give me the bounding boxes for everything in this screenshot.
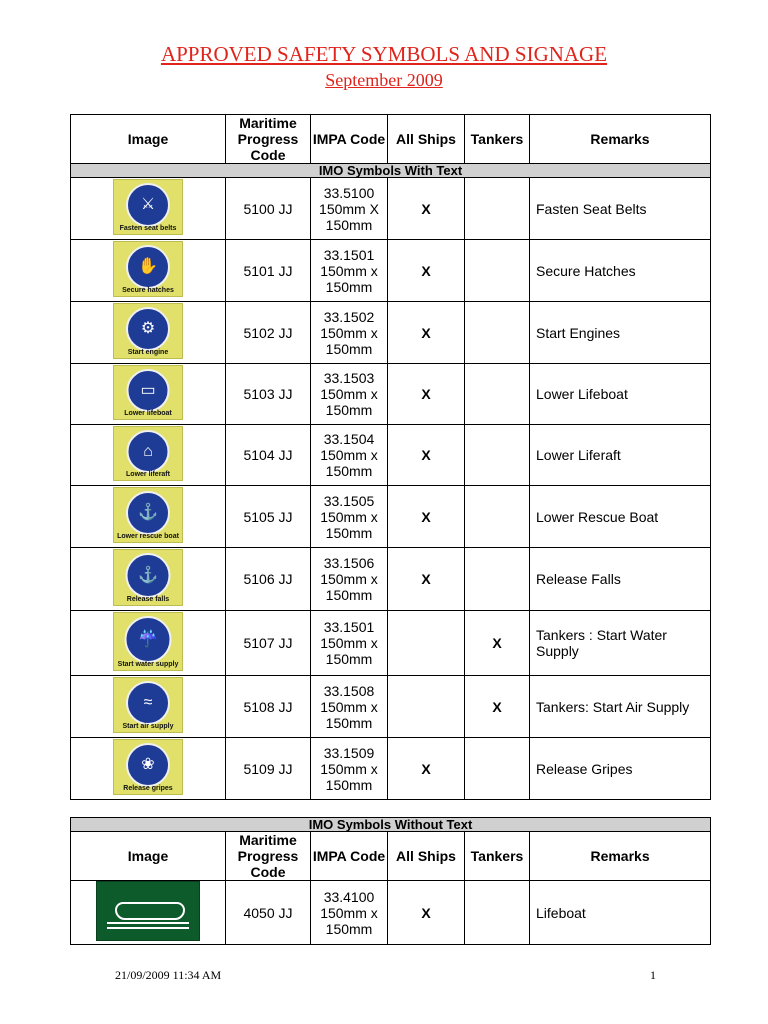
remarks-cell: Lower Liferaft <box>530 425 711 486</box>
engine-icon <box>126 307 170 351</box>
footer-date: 21/09/2009 11:34 AM <box>115 968 222 982</box>
lifeboat-icon <box>127 369 170 412</box>
sign-glyph: ⚔ <box>140 196 156 213</box>
header-maritime-code: Maritime Progress Code <box>226 832 311 881</box>
safety-sign <box>113 241 183 297</box>
impa-line: 150mm x <box>320 324 378 341</box>
sign-glyph: ▭ <box>140 381 156 399</box>
all-ships-cell: X <box>388 548 465 611</box>
impa-line: 150mm <box>325 524 373 541</box>
sign-caption: Release gripes <box>123 785 173 792</box>
header-image: Image <box>71 115 226 164</box>
remarks-cell: Secure Hatches <box>530 240 711 302</box>
impa-line: 33.4100 <box>323 888 375 905</box>
safety-sign <box>113 549 183 606</box>
impa-line: 150mm x <box>320 904 378 921</box>
table-row <box>71 881 711 945</box>
sign-glyph: ⚙ <box>140 320 156 337</box>
impa-line: 33.1508 <box>323 682 375 699</box>
table-row <box>71 738 711 800</box>
maritime-code-cell: 5100 JJ <box>226 178 311 240</box>
all-ships-cell <box>388 676 465 738</box>
release-falls-icon <box>126 553 171 598</box>
sign-image-cell <box>71 425 226 486</box>
impa-line: 33.5100 <box>323 184 375 201</box>
symbols-without-text-table <box>70 817 711 945</box>
rescue-boat-icon <box>126 491 170 535</box>
table-row <box>71 548 711 611</box>
maritime-code-cell: 5108 JJ <box>226 676 311 738</box>
page-number: 1 <box>650 968 656 982</box>
tankers-cell <box>465 178 530 240</box>
impa-line: 150mm <box>325 463 373 479</box>
maritime-code-cell: 4050 JJ <box>226 881 311 945</box>
remarks-cell: Lower Rescue Boat <box>530 486 711 548</box>
maritime-code-cell: 5109 JJ <box>226 738 311 800</box>
impa-line: 150mm <box>325 216 373 233</box>
table-header-row <box>71 115 711 164</box>
symbols-with-text-table <box>70 114 711 800</box>
all-ships-cell: X <box>388 240 465 302</box>
air-supply-icon <box>126 681 170 725</box>
sign-caption: Start engine <box>127 349 169 356</box>
tankers-cell <box>465 302 530 364</box>
release-gripes-icon <box>126 743 170 787</box>
table-row <box>71 486 711 548</box>
impa-line: 33.1501 <box>323 619 375 635</box>
maritime-code-cell: 5102 JJ <box>226 302 311 364</box>
tankers-cell <box>465 425 530 486</box>
sign-image-cell <box>71 738 226 800</box>
sign-caption: Release falls <box>126 596 170 603</box>
impa-line: 150mm <box>325 714 373 731</box>
remarks-cell: Tankers : Start Water Supply <box>530 611 711 676</box>
section-row <box>71 164 711 178</box>
impa-line: 150mm <box>325 340 373 357</box>
impa-line: 150mm <box>325 920 373 937</box>
boat-shape <box>115 902 185 920</box>
table-row <box>71 364 711 425</box>
safety-sign <box>113 739 183 795</box>
sign-caption: Lower lifeboat <box>124 410 172 417</box>
table-row <box>71 611 711 676</box>
impa-line: 150mm x <box>320 635 378 651</box>
impa-code-cell <box>311 676 388 738</box>
impa-line: 150mm <box>325 278 373 295</box>
sign-caption: Start air supply <box>122 723 174 730</box>
table-row <box>71 302 711 364</box>
sign-image-cell <box>71 676 226 738</box>
header-tankers: Tankers <box>465 115 530 164</box>
impa-line: 150mm <box>325 587 373 603</box>
header-remarks: Remarks <box>530 832 711 881</box>
header-tankers: Tankers <box>465 832 530 881</box>
sign-glyph: ❀ <box>141 756 155 773</box>
impa-code-cell <box>311 240 388 302</box>
sign-image-cell <box>71 611 226 676</box>
sign-image-cell <box>71 178 226 240</box>
tankers-cell <box>465 881 530 945</box>
tankers-cell: X <box>465 676 530 738</box>
seat-belt-icon <box>126 183 170 227</box>
sign-glyph: ☔ <box>138 630 158 648</box>
impa-code-cell <box>311 425 388 486</box>
safety-sign <box>113 487 183 543</box>
liferaft-icon <box>127 430 170 473</box>
maritime-code-cell: 5103 JJ <box>226 364 311 425</box>
impa-code-cell <box>311 486 388 548</box>
header-impa-code: IMPA Code <box>311 115 388 164</box>
tankers-cell <box>465 738 530 800</box>
wave-line <box>107 927 189 929</box>
safety-sign <box>113 365 183 420</box>
safety-sign <box>113 303 183 359</box>
sign-glyph: ⚓ <box>138 566 158 584</box>
remarks-cell: Lifeboat <box>530 881 711 945</box>
impa-line: 33.1505 <box>323 492 375 509</box>
all-ships-cell: X <box>388 486 465 548</box>
impa-line: 33.1509 <box>323 744 375 761</box>
sign-glyph: ✋ <box>138 258 158 275</box>
section-title: IMO Symbols With Text <box>71 164 711 178</box>
impa-code-cell <box>311 738 388 800</box>
impa-line: 150mm X <box>319 200 379 217</box>
impa-code-cell <box>311 364 388 425</box>
safety-sign <box>113 612 183 671</box>
all-ships-cell: X <box>388 364 465 425</box>
all-ships-cell: X <box>388 302 465 364</box>
header-image: Image <box>71 832 226 881</box>
safety-sign <box>113 677 183 733</box>
impa-code-cell <box>311 611 388 676</box>
impa-line: 150mm x <box>320 262 378 279</box>
impa-line: 33.1503 <box>323 370 375 386</box>
page-title: APPROVED SAFETY SYMBOLS AND SIGNAGE <box>160 42 608 66</box>
sign-image-cell <box>71 548 226 611</box>
table-row <box>71 425 711 486</box>
header-impa-code: IMPA Code <box>311 832 388 881</box>
tankers-cell <box>465 548 530 611</box>
sign-image-cell <box>71 881 226 945</box>
sign-caption: Lower rescue boat <box>117 533 179 540</box>
sign-caption: Start water supply <box>117 661 179 668</box>
impa-line: 33.1502 <box>323 308 375 325</box>
header-remarks: Remarks <box>530 115 711 164</box>
table-row <box>71 178 711 240</box>
impa-line: 150mm x <box>320 508 378 525</box>
maritime-code-cell: 5107 JJ <box>226 611 311 676</box>
sign-caption: Secure hatches <box>122 287 174 294</box>
impa-line: 150mm x <box>320 760 378 777</box>
table-row <box>71 676 711 738</box>
impa-line: 150mm x <box>320 386 378 402</box>
remarks-cell: Release Falls <box>530 548 711 611</box>
table-row <box>71 240 711 302</box>
impa-line: 150mm x <box>320 698 378 715</box>
impa-line: 33.1504 <box>323 431 375 447</box>
remarks-cell: Release Gripes <box>530 738 711 800</box>
all-ships-cell: X <box>388 178 465 240</box>
remarks-cell: Start Engines <box>530 302 711 364</box>
sign-image-cell <box>71 240 226 302</box>
impa-line: 150mm <box>325 402 373 418</box>
impa-line: 150mm x <box>320 571 378 587</box>
remarks-cell: Lower Lifeboat <box>530 364 711 425</box>
sign-caption: Lower liferaft <box>126 471 170 478</box>
remarks-cell: Fasten Seat Belts <box>530 178 711 240</box>
sign-image-cell <box>71 302 226 364</box>
maritime-code-cell: 5101 JJ <box>226 240 311 302</box>
sign-image-cell <box>71 486 226 548</box>
maritime-code-cell: 5105 JJ <box>226 486 311 548</box>
impa-code-cell <box>311 302 388 364</box>
tankers-cell <box>465 364 530 425</box>
section-title: IMO Symbols Without Text <box>71 818 711 832</box>
all-ships-cell <box>388 611 465 676</box>
sign-glyph: ≈ <box>143 694 153 711</box>
all-ships-cell: X <box>388 425 465 486</box>
header-maritime-code: Maritime Progress Code <box>226 115 311 164</box>
tankers-cell <box>465 240 530 302</box>
safety-sign <box>113 179 183 235</box>
lifeboat-green-icon <box>96 881 200 941</box>
impa-line: 150mm <box>325 651 373 667</box>
wave-line <box>107 922 189 924</box>
sign-glyph: ⌂ <box>143 442 153 460</box>
page-subtitle: September 2009 <box>325 70 443 90</box>
impa-line: 33.1501 <box>323 246 375 263</box>
sign-glyph: ⚓ <box>138 504 158 521</box>
tankers-cell: X <box>465 611 530 676</box>
sign-image-cell <box>71 364 226 425</box>
hatch-icon <box>126 245 170 289</box>
all-ships-cell: X <box>388 738 465 800</box>
header-all-ships: All Ships <box>388 115 465 164</box>
safety-sign <box>113 426 183 481</box>
impa-code-cell <box>311 881 388 945</box>
all-ships-cell: X <box>388 881 465 945</box>
sign-caption: Fasten seat belts <box>119 225 177 232</box>
impa-line: 150mm <box>325 776 373 793</box>
maritime-code-cell: 5104 JJ <box>226 425 311 486</box>
table-header-row <box>71 832 711 881</box>
tankers-cell <box>465 486 530 548</box>
maritime-code-cell: 5106 JJ <box>226 548 311 611</box>
impa-code-cell <box>311 548 388 611</box>
remarks-cell: Tankers: Start Air Supply <box>530 676 711 738</box>
impa-line: 150mm x <box>320 447 378 463</box>
impa-code-cell <box>311 178 388 240</box>
section-row <box>71 818 711 832</box>
header-all-ships: All Ships <box>388 832 465 881</box>
impa-line: 33.1506 <box>323 555 375 571</box>
water-supply-icon <box>125 616 172 663</box>
